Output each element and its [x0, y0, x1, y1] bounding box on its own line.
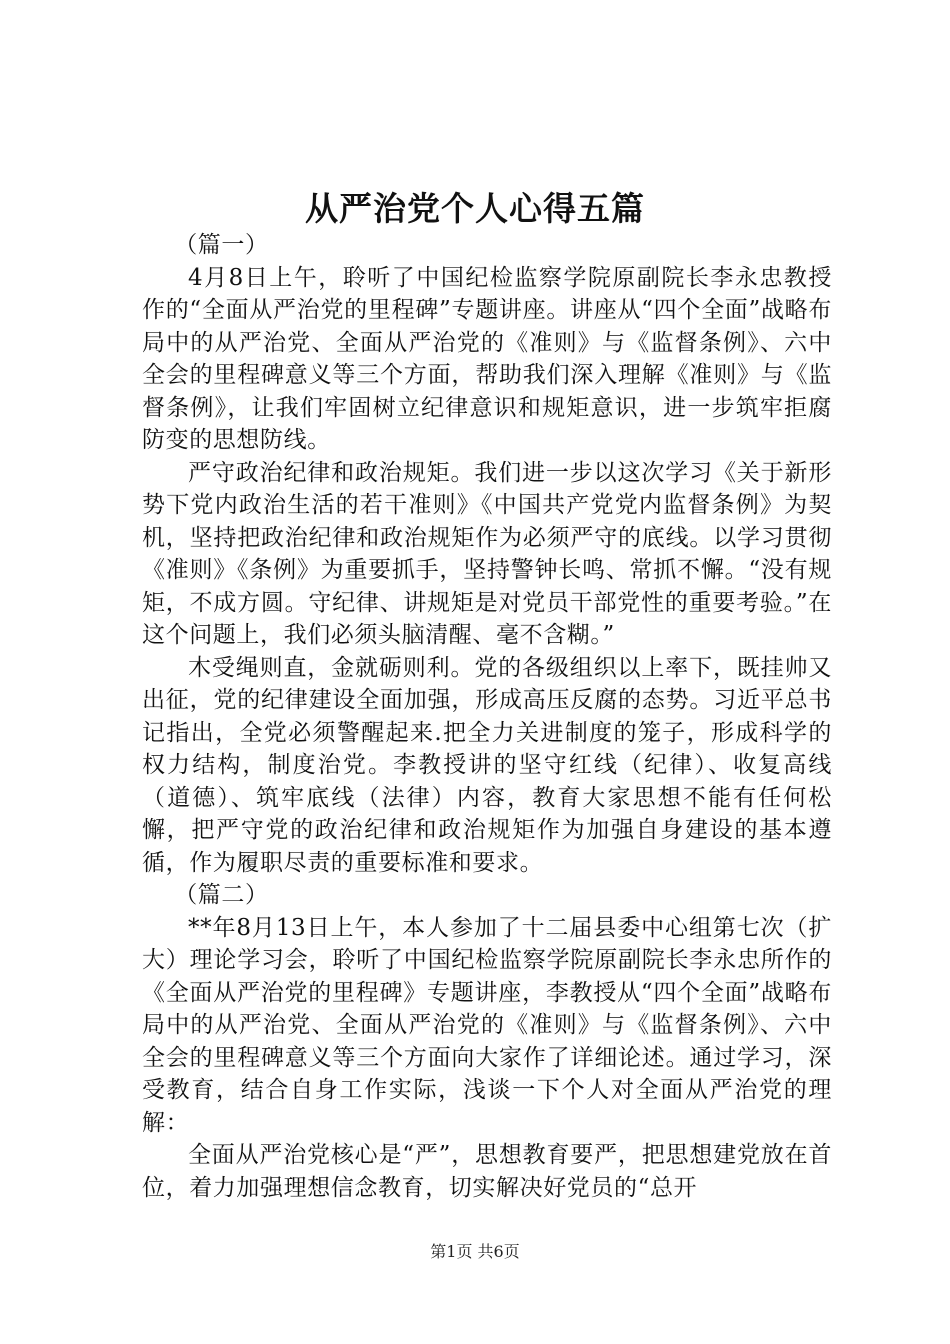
paragraph-1: 4月8日上午，聆听了中国纪检监察学院原副院长李永忠教授作的“全面从严治党的里程碑”专题讲座。讲座从“四个全面”战略布局中的从严治党、全面从严治党的《准则》与《监督条例》、六中全会的里程碑意义等三个方面，帮助我们深入理解《准则》与《监督条例》，让我们牢固树立纪律意识和规矩意识，进一步筑牢拒腐防变的思想防线。 — [142, 264, 832, 453]
section-heading-1: （篇一） — [174, 232, 269, 258]
paragraph-4: **年8月13日上午，本人参加了十二届县委中心组第七次（扩大）理论学习会，聆听了中国纪检监察学院原副院长李永忠所作的《全面从严治党的里程碑》专题讲座，李教授从“四个全面”战略布局中的从严治党、全面从严治党的《准则》与《监督条例》、六中全会的里程碑意义等三个方面向大家作了详细论述。通过学习，深受教育，结合自身工作实际，浅谈一下个人对全面从严治党的理解： — [142, 914, 832, 1136]
paragraph-3: 木受绳则直，金就砺则利。党的各级组织以上率下，既挂帅又出征，党的纪律建设全面加强，形成高压反腐的态势。习近平总书记指出，全党必须警醒起来.把全力关进制度的笼子，形成科学的权力结构，制度治党。李教授讲的坚守红线（纪律）、收复高线（道德）、筑牢底线（法律）内容，教育大家思想不能有任何松懈，把严守党的政治纪律和政治规矩作为加强自身建设的基本遵循，作为履职尽责的重要标准和要求。 — [142, 654, 832, 876]
section-heading-2: （篇二） — [174, 882, 269, 908]
document-title: 从严治党个人心得五篇 — [305, 189, 645, 228]
paragraph-2: 严守政治纪律和政治规矩。我们进一步以这次学习《关于新形势下党内政治生活的若干准则》《中国共产党党内监督条例》为契机，坚持把政治纪律和政治规矩作为必须严守的底线。以学习贯彻《准则》《条例》为重要抓手，坚持警钟长鸣、常抓不懈。“没有规矩，不成方圆。守纪律、讲规矩是对党员干部党性的重要考验。”在这个问题上，我们必须头脑清醒、毫不含糊。” — [142, 459, 832, 648]
page-footer: 第1页 共6页 — [430, 1242, 520, 1261]
paragraph-5: 全面从严治党核心是“严”，思想教育要严，把思想建党放在首位，着力加强理想信念教育，切实解决好党员的“总开 — [142, 1142, 832, 1201]
document-body — [142, 229, 832, 1204]
